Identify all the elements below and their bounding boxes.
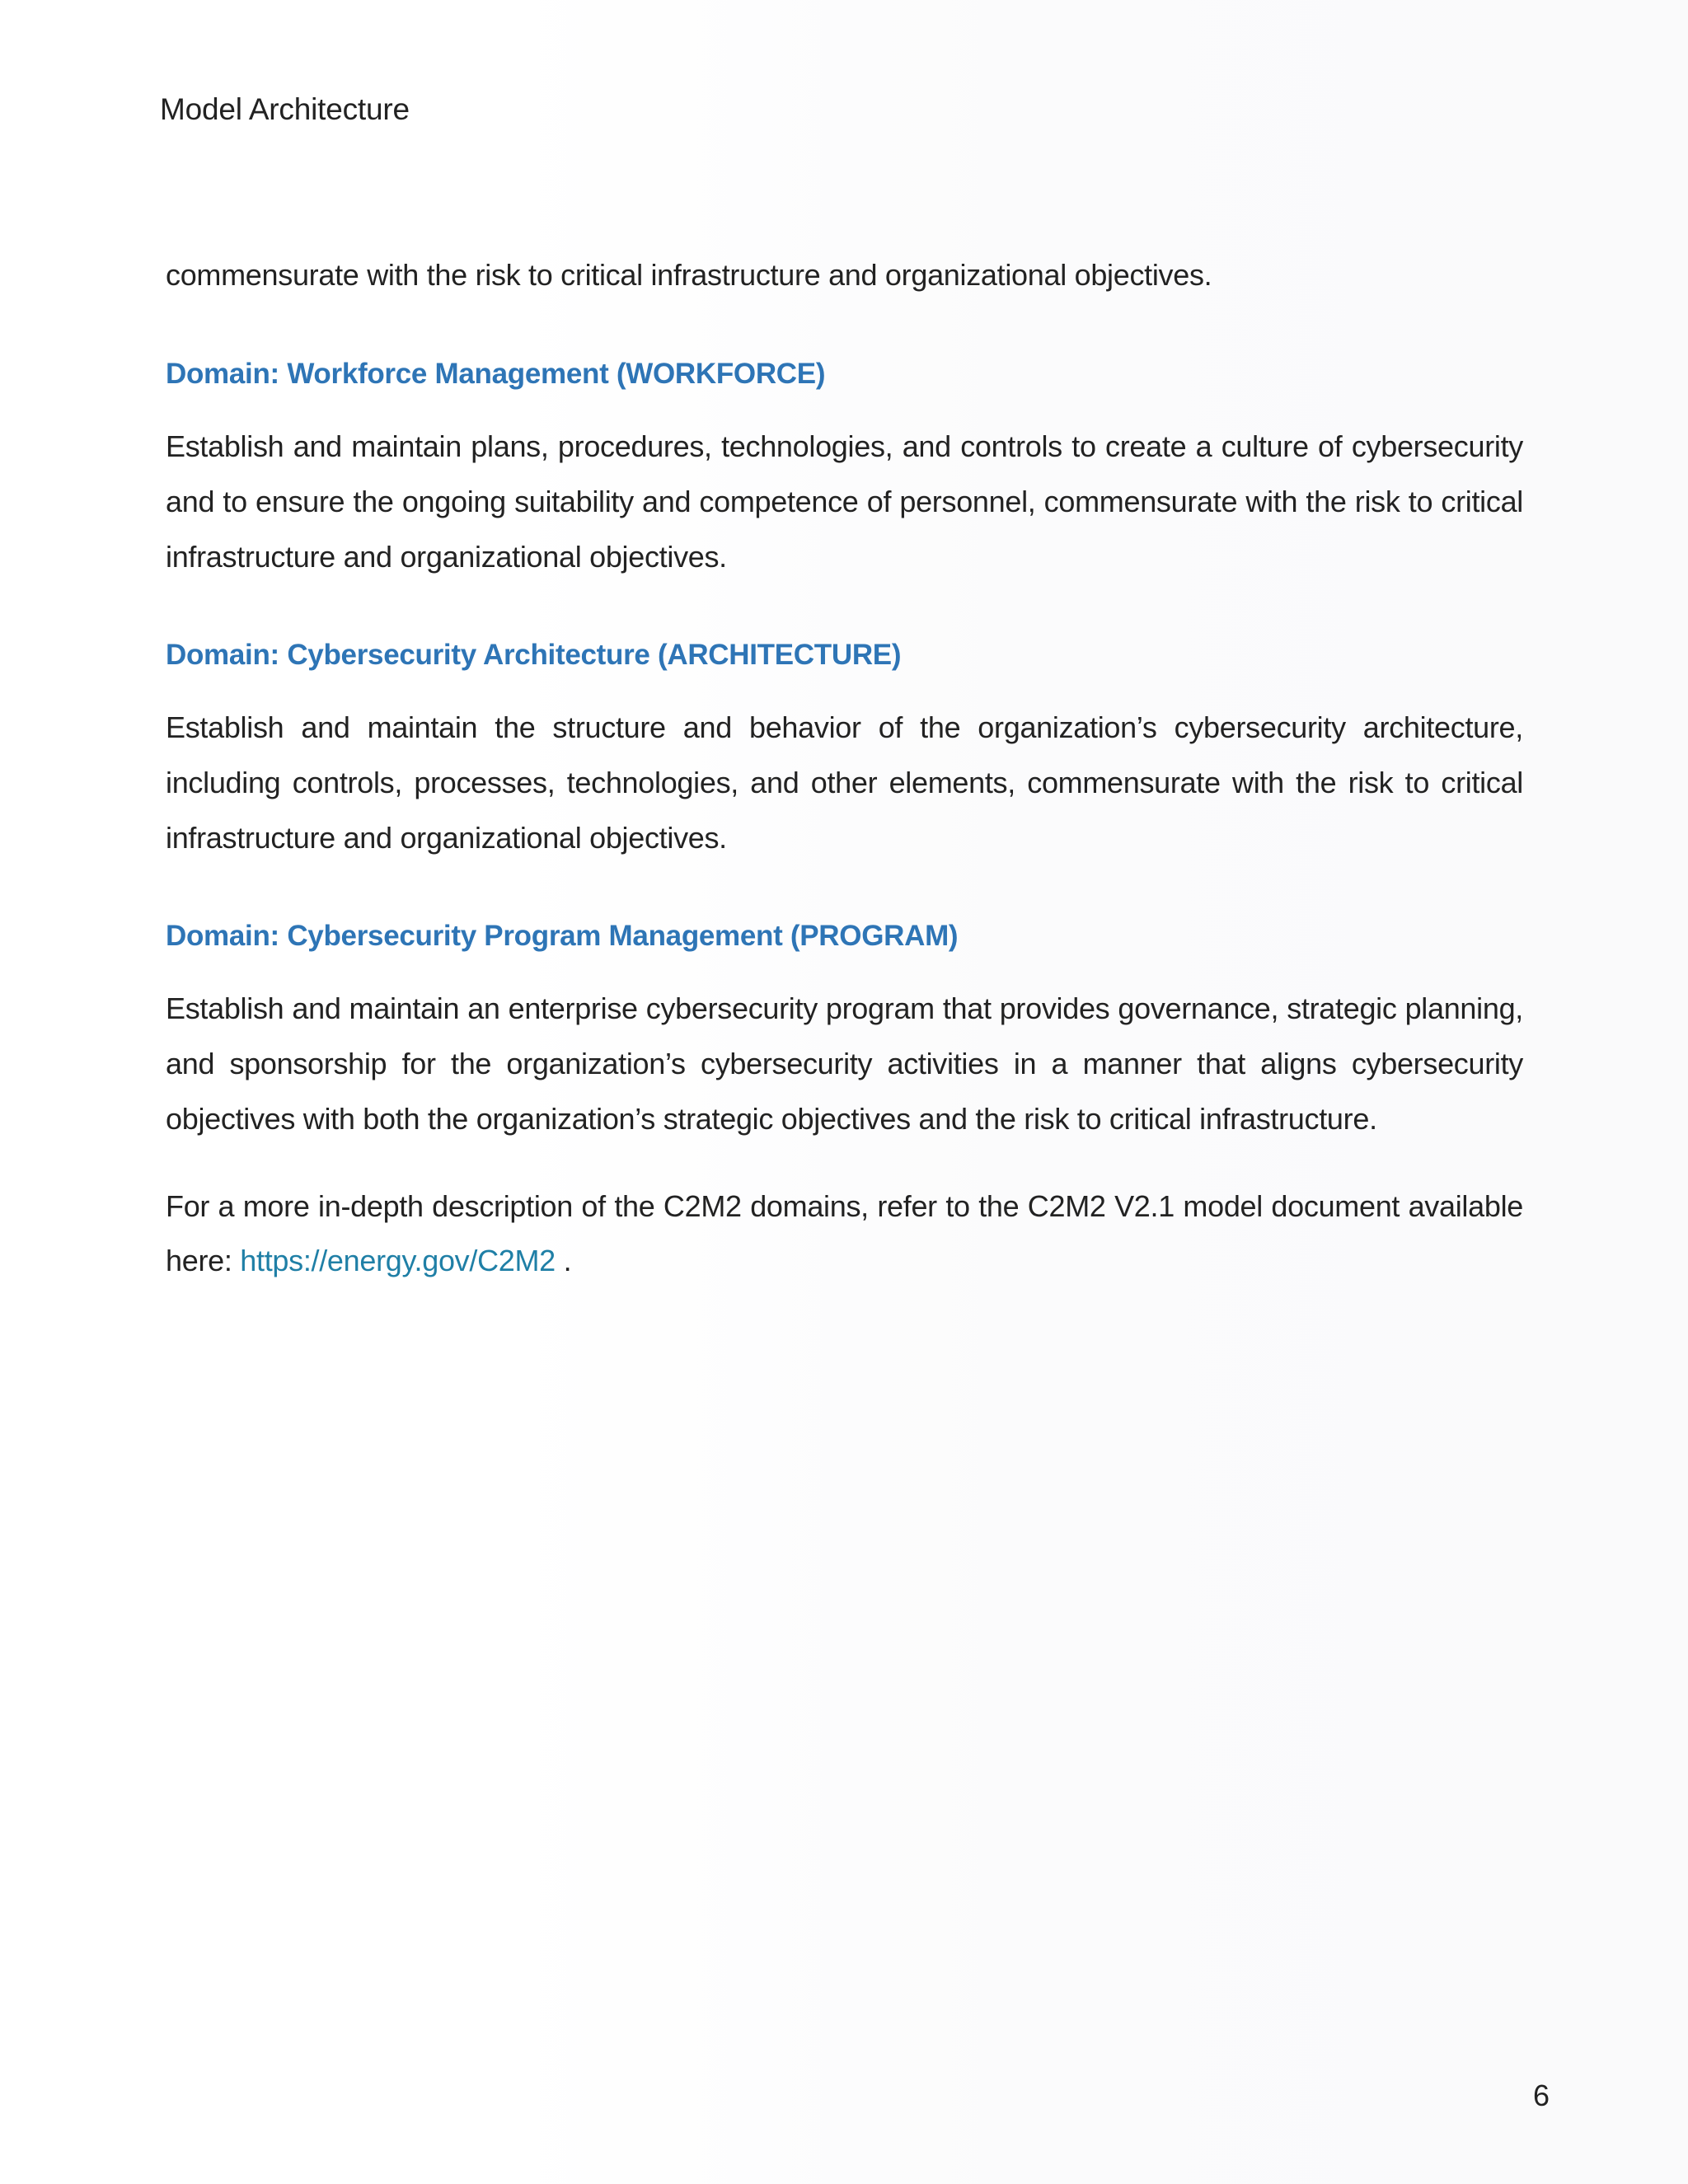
domain-heading-architecture: Domain: Cybersecurity Architecture (ARCHITECTURE)	[166, 639, 902, 671]
running-header: Model Architecture	[160, 92, 410, 126]
c2m2-link[interactable]: https://energy.gov/C2M2	[240, 1244, 556, 1277]
closing-paragraph	[166, 1179, 1523, 1288]
domain-description-workforce: Establish and maintain plans, procedures, technologies, and controls to create a culture of cybersecurity and to ensure the ongoing suitability and competence of personnel, commensurate with the risk to critical infrastructure and organizational objectives.	[166, 429, 1523, 574]
domain-section-workforce	[166, 351, 1523, 584]
closing-period: .	[555, 1244, 572, 1277]
domain-heading-workforce: Domain: Workforce Management (WORKFORCE)	[166, 358, 826, 390]
domain-section-architecture	[166, 632, 1523, 865]
continuation-text: commensurate with the risk to critical infrastructure and organizational objectives.	[166, 258, 1212, 292]
domain-heading-program: Domain: Cybersecurity Program Management (PROGRAM)	[166, 920, 959, 952]
page-number: 6	[1532, 2079, 1550, 2112]
domain-section-program	[166, 913, 1523, 1146]
closing-text: For a more in-depth description of the C2M2 domains, refer to the C2M2 V2.1 model document available here:	[166, 1189, 1523, 1277]
body-column	[166, 247, 1523, 1288]
domain-description-architecture: Establish and maintain the structure and behavior of the organization’s cybersecurity architecture, including controls, processes, technologies, and other elements, commensurate with the risk to critical infrastructure and organizational objectives.	[166, 710, 1523, 855]
domain-description-program: Establish and maintain an enterprise cybersecurity program that provides governance, strategic planning, and sponsorship for the organization’s cybersecurity activities in a manner that aligns cybersecurity objectives with both the organization’s strategic objectives and the risk to critical infrastructure.	[166, 991, 1523, 1136]
